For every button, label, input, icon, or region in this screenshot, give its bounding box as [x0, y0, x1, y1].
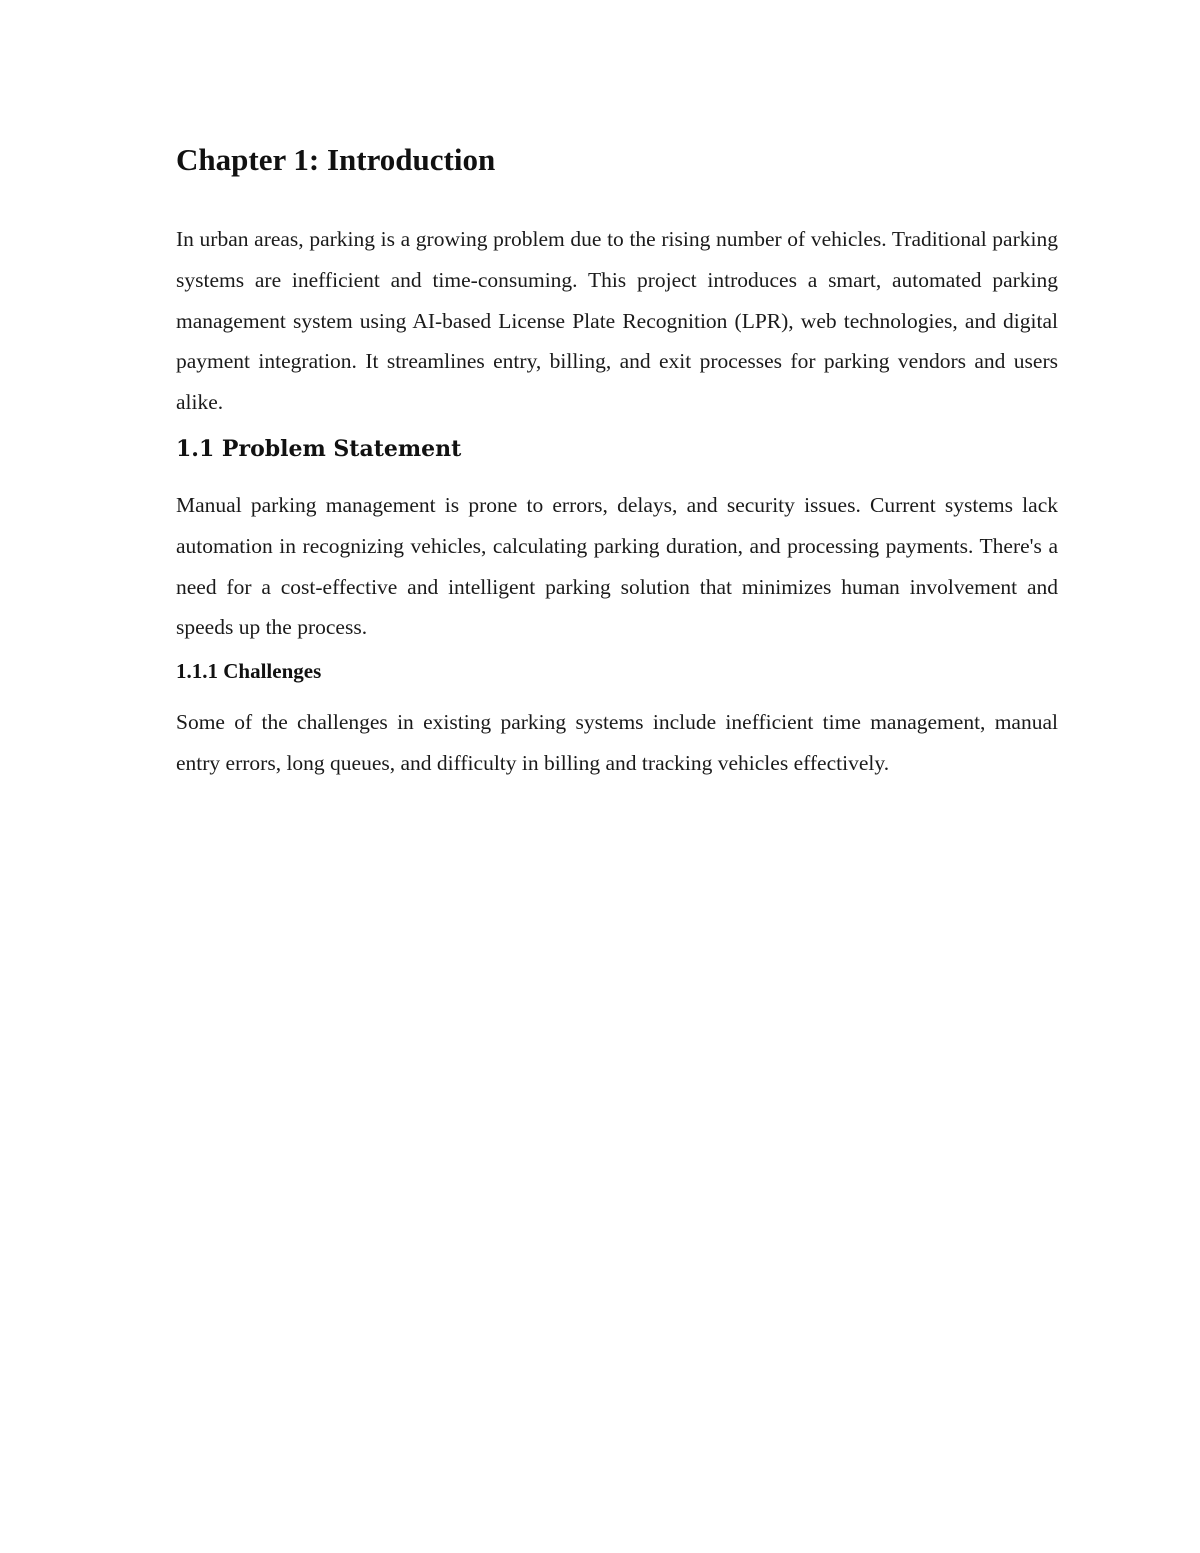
- chapter-title: Chapter 1: Introduction: [176, 142, 496, 177]
- problem-statement-paragraph: Manual parking management is prone to errors, delays, and security issues. Current systems lack automation in recognizing vehicles, calculating parking duration, and processing payments. There's a need for a cost-effective and intelligent parking solution that minimizes human involvement and speeds up the process.: [176, 492, 1058, 640]
- challenges-heading: 1.1.1 Challenges: [176, 659, 322, 684]
- problem-statement-heading: 1.1 Problem Statement: [176, 435, 462, 462]
- intro-paragraph: In urban areas, parking is a growing problem due to the rising number of vehicles. Traditional parking systems are inefficient and time-consuming. This project introduces a smart, automated parking management system using AI-based License Plate Recognition (LPR), web technologies, and digital payment integration. It streamlines entry, billing, and exit processes for parking vendors and users alike.: [176, 227, 1058, 415]
- challenges-paragraph: Some of the challenges in existing parking systems include inefficient time management, manual entry errors, long queues, and difficulty in billing and tracking vehicles effectively.: [176, 710, 1058, 775]
- page-content: [176, 138, 1058, 784]
